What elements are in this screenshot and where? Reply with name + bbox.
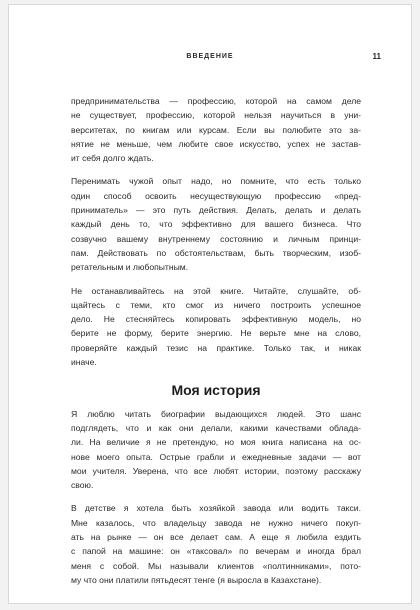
text-line: щайтесь с теми, кто смог из ничего построить успешное <box>71 299 361 310</box>
text-line: меня с собой. Мы называли клиентов «полтинниками», пото- <box>71 560 361 571</box>
paragraph <box>71 407 361 493</box>
paragraph <box>71 501 361 587</box>
text-line: Не останавливайтесь на этой книге. Читайте, слушайте, об- <box>71 285 361 296</box>
book-page <box>8 4 412 604</box>
text-line: мои учителя. Уверена, что все любят истории, поэтому расскажу <box>71 465 361 476</box>
text-line: пам. Действовать по обстоятельствам, быть творческим, изоб- <box>71 247 361 258</box>
text-line: с папой на машине: он «таксовал» по вечерам и иногда брал <box>71 546 361 557</box>
text-line: берите не форму, берите энергию. Не верьте мне на слово, <box>71 328 361 339</box>
text-line: ли. На величие я не претендую, но моя книга написана на ос- <box>71 437 361 448</box>
text-line: Мне казалось, что владельцу завода не нужно ничего покуп- <box>71 517 361 528</box>
page-number: 11 <box>372 52 381 61</box>
text-line: предпринимательства — профессию, которой на самом деле <box>71 96 361 106</box>
text-line: Я люблю читать биографии выдающихся людей. Это шанс <box>71 408 361 419</box>
story-paragraphs <box>71 407 361 588</box>
text-line: приниматель» — это путь действия. Делать, делать и делать <box>71 205 361 216</box>
text-line: ит себя долго ждать. <box>71 153 154 164</box>
text-line: свою. <box>71 480 94 491</box>
text-line: ретательным и любопытным. <box>71 262 189 273</box>
text-line: не существует, профессию, которой нельзя научиться в уни- <box>71 110 361 121</box>
text-line: иначе. <box>71 357 97 368</box>
body-text <box>71 94 361 596</box>
text-line: дело. Не стесняйтесь копировать эффективную модель, но <box>71 314 361 325</box>
text-line: му что они платили пятьдесят тенге (я выросла в Казахстане). <box>71 574 322 585</box>
intro-paragraphs <box>71 94 361 369</box>
paragraph <box>71 94 361 165</box>
text-line: нове моего опыта. Острые грабли и ежедневные задачи — вот <box>71 451 361 462</box>
text-line: созвучно вашему внутреннему состоянию и личным принци- <box>71 233 361 244</box>
running-head: ВВЕДЕНИЕ <box>186 53 234 60</box>
text-line: В детстве я хотела быть хозяйкой завода или водить такси. <box>71 503 361 514</box>
section-title: Моя история <box>171 382 261 399</box>
text-line: нятие не меньше, чем любите свое искусство, успех не застав- <box>71 138 361 149</box>
text-line: верситетах, по книгам или курсам. Если вы полюбите это за- <box>71 124 361 135</box>
text-line: Перенимать чужой опыт надо, но помните, что есть только <box>71 176 361 187</box>
text-line: один способ освоить несуществующую профессию «пред- <box>71 190 361 201</box>
text-line: ать на рынке — он все делает сам. А еще я любила ездить <box>71 532 361 543</box>
text-line: проверяйте каждый тезис на практике. Только так, и никак <box>71 342 361 353</box>
paragraph <box>71 174 361 274</box>
text-line: подглядеть, что и как они делали, какими качествами облада- <box>71 422 361 433</box>
text-line: каждый день то, что эффективно для вашего бизнеса. Что <box>71 219 361 230</box>
paragraph <box>71 284 361 370</box>
